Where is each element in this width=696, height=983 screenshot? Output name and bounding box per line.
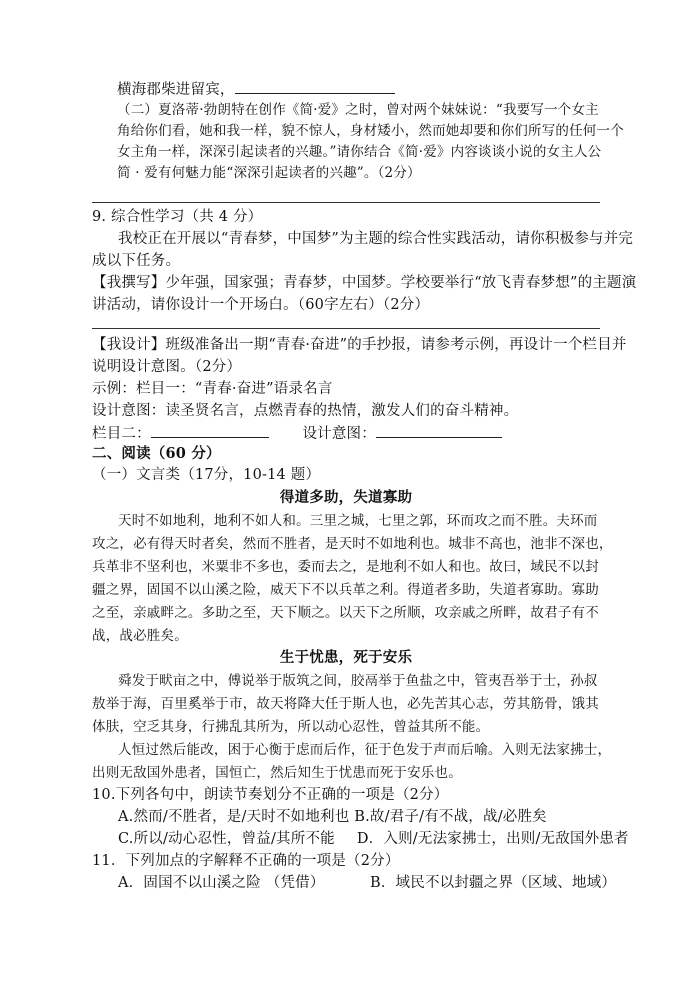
q10-options-cd <box>118 830 629 848</box>
q9-design-line: 【我设计】班级准备出一期“青春·奋进”的手抄报，请参考示例，再设计一个栏目并 <box>92 337 627 353</box>
text1-line: 兵革非不坚利也，米粟非不多也，委而去之，是地利不如人和也。故曰，域民不以封 <box>92 559 599 575</box>
q8-line-a-text: 横海郡柴进留宾， <box>117 82 235 98</box>
text1-line: 之至，亲戚畔之。多助之至，天下顺之。以天下之所顺，攻亲戚之所畔，故君子有不 <box>92 605 599 621</box>
answer-line[interactable] <box>92 202 600 203</box>
text1-line: 疆之界，固国不以山溪之险，威天下不以兵革之利。得道者多助，失道者寡助。寡助 <box>92 582 599 598</box>
q11-stem: 11．下列加点的字解释不正确的一项是（2分） <box>92 853 400 869</box>
section-subtitle: （一）文言类（17分，10-14 题） <box>92 467 321 483</box>
q9-write-line: 【我撰写】少年强，国家强；青春梦，中国梦。学校要举行“放飞青春梦想”的主题演 <box>92 275 637 291</box>
q9-fill-row <box>92 424 502 443</box>
q8-para-line: 简 · 爱有何魅力能“深深引起读者的兴趣”。（2分） <box>117 165 421 181</box>
text2-line: 体肤，空乏其身，行拂乱其所为，所以动心忍性，曾益其所不能。 <box>92 719 490 735</box>
q9-intro-line: 我校正在开展以“青春梦，中国梦”为主题的综合性实践活动，请你积极参与并完 <box>118 231 634 247</box>
q9-intro-line: 成以下任务。 <box>92 253 181 269</box>
q8-para-line: 女主角一样，深深引起读者的兴趣。”请你结合《简·爱》内容谈谈小说的女主人公 <box>117 144 602 160</box>
answer-line[interactable] <box>92 328 600 329</box>
q9-example-line: 设计意图：读圣贤名言，点燃青春的热情，激发人们的奋斗精神。 <box>92 403 519 419</box>
text2-line: 舜发于畎亩之中，傅说举于版筑之间，胶鬲举于鱼盐之中，管夷吾举于士，孙叔 <box>118 673 598 689</box>
text1-title: 得道多助，失道寡助 <box>279 489 413 506</box>
intent-blank[interactable] <box>376 424 502 438</box>
q9-example-line: 示例：栏目一：“青春·奋进”语录名言 <box>92 381 333 397</box>
text2-title: 生于忧患，死于安乐 <box>279 649 413 666</box>
text1-line: 战，战必胜矣。 <box>92 628 188 644</box>
q10-option-c: C.所以/动心忍性，曾益/其所不能 <box>118 831 335 847</box>
q8-line-a <box>117 80 395 99</box>
q11-option-b: B．域民不以封疆之界（区域、地域） <box>370 875 617 891</box>
text1-line: 攻之，必有得天时者矣，然而不胜者，是天时不如地利也。城非不高也，池非不深也， <box>92 536 613 552</box>
text1-line: 天时不如地利，地利不如人和。三里之城，七里之郭，环而攻之而不胜。夫环而 <box>118 513 598 529</box>
q9-design-line: 说明设计意图。（2分） <box>92 359 242 375</box>
text2-line: 人恒过然后能改，困于心衡于虑而后作，征于色发于声而后喻。入则无法家拂士， <box>118 742 612 758</box>
q8-para-line: 角给你们看，她和我一样，貌不惊人，身材矮小，然而她却要和你们所写的任何一个 <box>117 123 624 139</box>
q10-stem: 10.下列各句中，朗读节奏划分不正确的一项是（2分） <box>92 787 449 803</box>
column2-label: 栏目二： <box>92 426 151 442</box>
text2-line: 敖举于海，百里奚举于市，故天将降大任于斯人也，必先苦其心志，劳其筋骨，饿其 <box>92 696 599 712</box>
q10-option-d: D．入则/无法家拂士，出则/无敌国外患者 <box>356 831 629 847</box>
answer-blank[interactable] <box>235 80 395 94</box>
q11-option-a: A．固国不以山溪之险 （凭借） <box>118 875 325 891</box>
text2-line: 出则无敌国外患者，国恒亡，然后知生于忧患而死于安乐也。 <box>92 765 462 781</box>
q10-option-ab: A.然而/不胜者，是/天时不如地利也 B.故/君子/有不战，战/必胜矣 <box>118 809 547 825</box>
section-title: 二、阅读（60 分） <box>92 445 221 462</box>
q9-write-line: 讲活动，请你设计一个开场白。（60字左右）（2分） <box>92 297 430 313</box>
q8-para-line: （二）夏洛蒂·勃朗特在创作《简·爱》之时，曾对两个妹妹说：“我要写一个女主 <box>117 102 599 118</box>
q9-title: 9. 综合性学习（共 4 分） <box>92 209 263 225</box>
intent-label: 设计意图： <box>302 426 376 442</box>
column2-blank[interactable] <box>151 424 269 438</box>
